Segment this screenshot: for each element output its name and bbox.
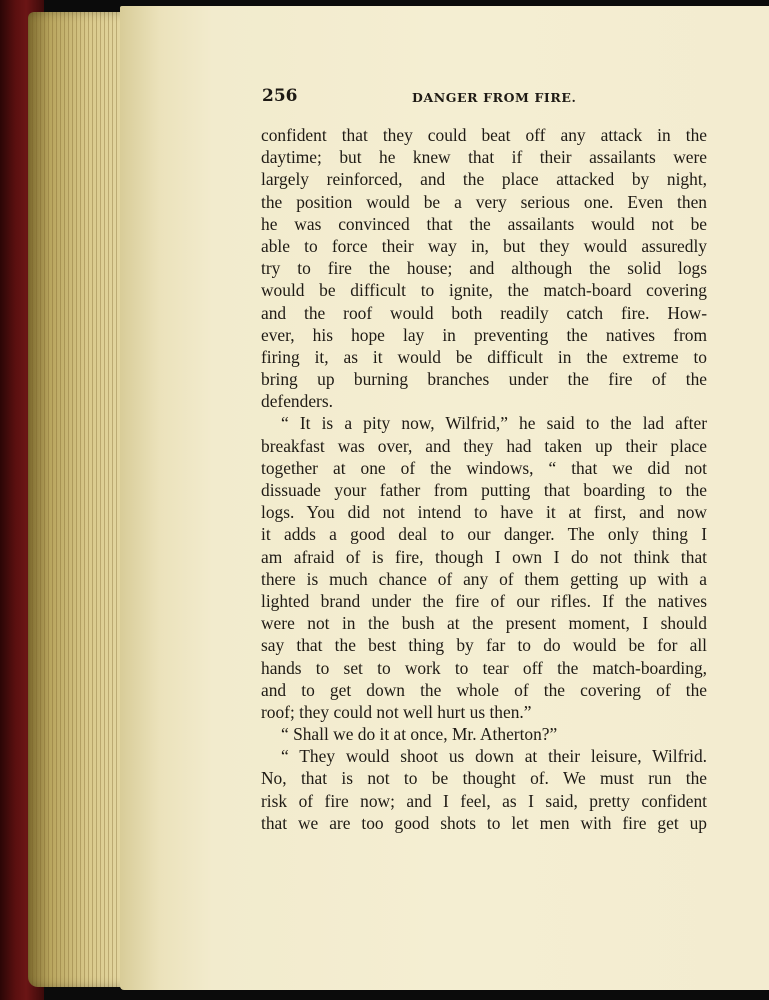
text-line: he was convinced that the assailants would not be	[261, 213, 707, 234]
text-line: defenders.	[261, 391, 333, 412]
text-line: daytime; but he knew that if their assailants were	[261, 147, 707, 168]
text-line: together at one of the windows, “ that we did not	[261, 457, 707, 478]
text-line: that we are too good shots to let men with fire get up	[261, 812, 707, 833]
text-line: dissuade your father from putting that boarding to the	[261, 480, 707, 500]
text-line: the position would be a very serious one. Even then	[261, 191, 707, 212]
text-line: lighted brand under the fire of our rifles. If the natives	[261, 590, 707, 611]
text-line: confident that they could beat off any attack in the	[261, 125, 707, 145]
running-title: DANGER FROM FIRE.	[412, 90, 577, 105]
text-line: No, that is not to be thought of. We must run the	[261, 768, 707, 789]
body-text	[261, 124, 707, 834]
text-line: risk of fire now; and I feel, as I said, pretty confident	[261, 790, 707, 811]
text-line: ever, his hope lay in preventing the natives from	[261, 324, 707, 345]
text-line: logs. You did not intend to have it at first, and now	[261, 502, 707, 523]
text-line: would be difficult to ignite, the match-board covering	[261, 280, 707, 301]
text-line: bring up burning branches under the fire of the	[261, 369, 707, 390]
text-line: roof; they could not well hurt us then.”	[261, 701, 532, 722]
text-line: breakfast was over, and they had taken up their place	[261, 435, 707, 456]
text-line: try to fire the house; and although the solid logs	[261, 258, 707, 279]
text-line: were not in the bush at the present moment, I should	[261, 613, 707, 634]
text-line: “ They would shoot us down at their leisure, Wilfrid.	[281, 746, 707, 767]
text-line: hands to set to work to tear off the match-boarding,	[261, 657, 707, 678]
text-line: and to get down the whole of the covering of the	[261, 679, 707, 700]
page-header	[262, 86, 708, 112]
text-line: it adds a good deal to our danger. The only thing I	[261, 524, 707, 545]
text-line: firing it, as it would be difficult in the extreme to	[261, 346, 707, 367]
text-line: “ Shall we do it at once, Mr. Atherton?”	[281, 724, 558, 745]
text-line: “ It is a pity now, Wilfrid,” he said to the lad after	[281, 413, 707, 434]
text-line: largely reinforced, and the place attacked by night,	[261, 169, 707, 190]
page-number: 256	[262, 86, 298, 106]
text-line: there is much chance of any of them getting up with a	[261, 568, 707, 589]
text-line: say that the best thing by far to do would be for all	[261, 635, 707, 656]
text-line: am afraid of is fire, though I own I do not think that	[261, 546, 707, 567]
text-line: and the roof would both readily catch fire. How-	[261, 302, 707, 323]
text-line: able to force their way in, but they would assuredly	[261, 235, 707, 256]
